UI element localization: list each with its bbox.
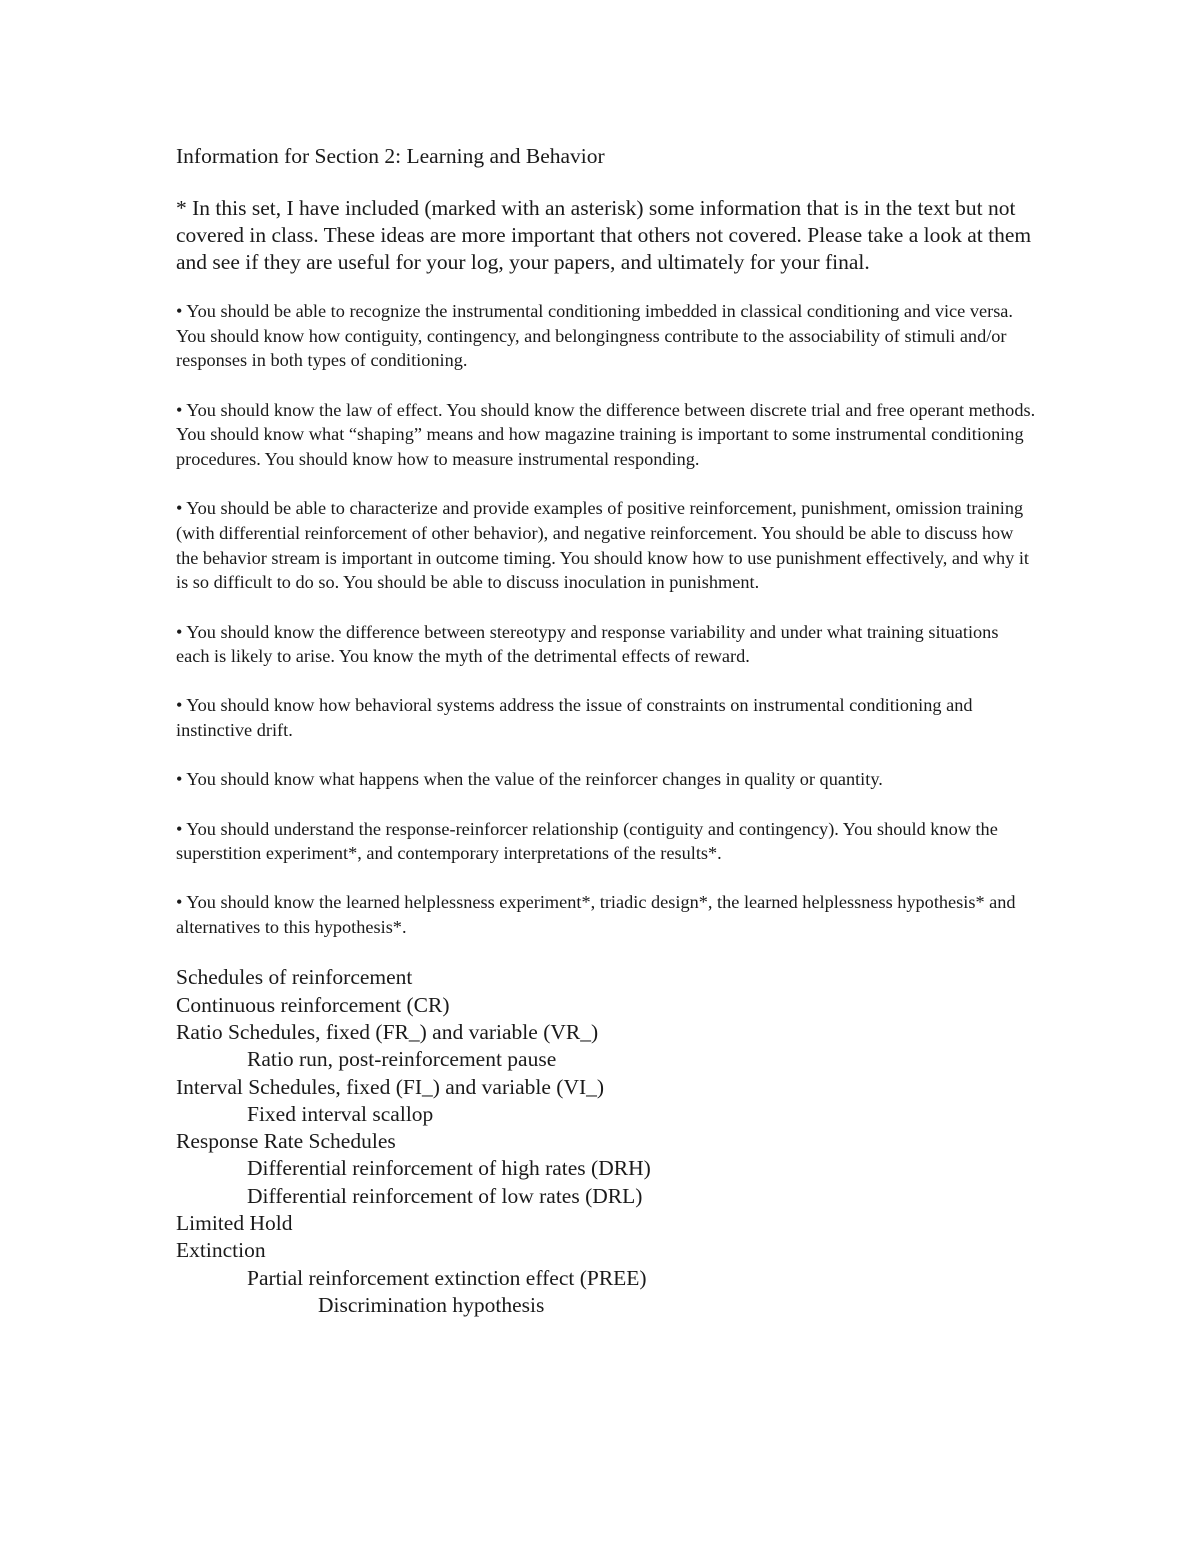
outline-subline: Ratio run, post-reinforcement pause: [247, 1047, 557, 1072]
objective-item: • You should know what happens when the value of the reinforcer changes in quality or quantity.: [176, 769, 883, 790]
outline-line: Ratio Schedules, fixed (FR_) and variable (VR_): [176, 1019, 599, 1044]
document-page: [176, 141, 1036, 1319]
outline-line: Schedules of reinforcement: [176, 965, 413, 990]
outline-line: Limited Hold: [176, 1211, 293, 1236]
outline-line: Continuous reinforcement (CR): [176, 992, 450, 1017]
schedules-outline: [176, 964, 1036, 1319]
objective-item: • You should know the learned helplessness experiment*, triadic design*, the learned helplessness hypothesis* and alternatives to this hypothesis*.: [176, 892, 1016, 938]
objective-item: • You should know how behavioral systems address the issue of constraints on instrumental conditioning and instinctive drift.: [176, 695, 973, 741]
outline-subline: Fixed interval scallop: [247, 1101, 434, 1126]
outline-line: Extinction: [176, 1238, 266, 1263]
learning-objectives-list: [176, 299, 1036, 940]
outline-line: Interval Schedules, fixed (FI_) and variable (VI_): [176, 1074, 605, 1099]
outline-subline: Differential reinforcement of high rates (DRH): [247, 1156, 651, 1181]
outline-subline: Partial reinforcement extinction effect (PREE): [247, 1265, 647, 1290]
outline-subline: Differential reinforcement of low rates (DRL): [247, 1183, 643, 1208]
objective-item: • You should understand the response-reinforcer relationship (contiguity and contingency). You should know the superstition experiment*, and contemporary interpretations of the results*.: [176, 818, 998, 864]
document-title: Information for Section 2: Learning and Behavior: [176, 144, 605, 168]
objective-item: • You should know the law of effect. You should know the difference between discrete trial and free operant methods. You should know what “shaping” means and how magazine training is important to some instrumental conditioning procedures. You should know how to measure instrumental responding.: [176, 399, 1036, 470]
objective-item: • You should know the difference between stereotypy and response variability and under what training situations each is likely to arise. You know the myth of the detrimental effects of reward.: [176, 621, 999, 667]
objective-item: • You should be able to characterize and provide examples of positive reinforcement, punishment, omission training (with differential reinforcement of other behavior), and negative reinforcement. You should be able to discuss how the behavior stream is important in outcome timing. You should know how to use punishment effectively, and why it is so difficult to do so. You should be able to discuss inoculation in punishment.: [176, 498, 1030, 593]
objective-item: • You should be able to recognize the instrumental conditioning imbedded in classical conditioning and vice versa. You should know how contiguity, contingency, and belongingness contribute to the associability of stimuli and/or responses in both types of conditioning.: [176, 301, 1013, 371]
outline-line: Response Rate Schedules: [176, 1129, 396, 1154]
intro-paragraph: * In this set, I have included (marked with an asterisk) some information that is in the text but not covered in class. These ideas are more important that others not covered. Please take a look at them and see if they are useful for your log, your papers, and ultimately for your final.: [176, 196, 1032, 274]
outline-subsubline: Discrimination hypothesis: [318, 1292, 545, 1317]
